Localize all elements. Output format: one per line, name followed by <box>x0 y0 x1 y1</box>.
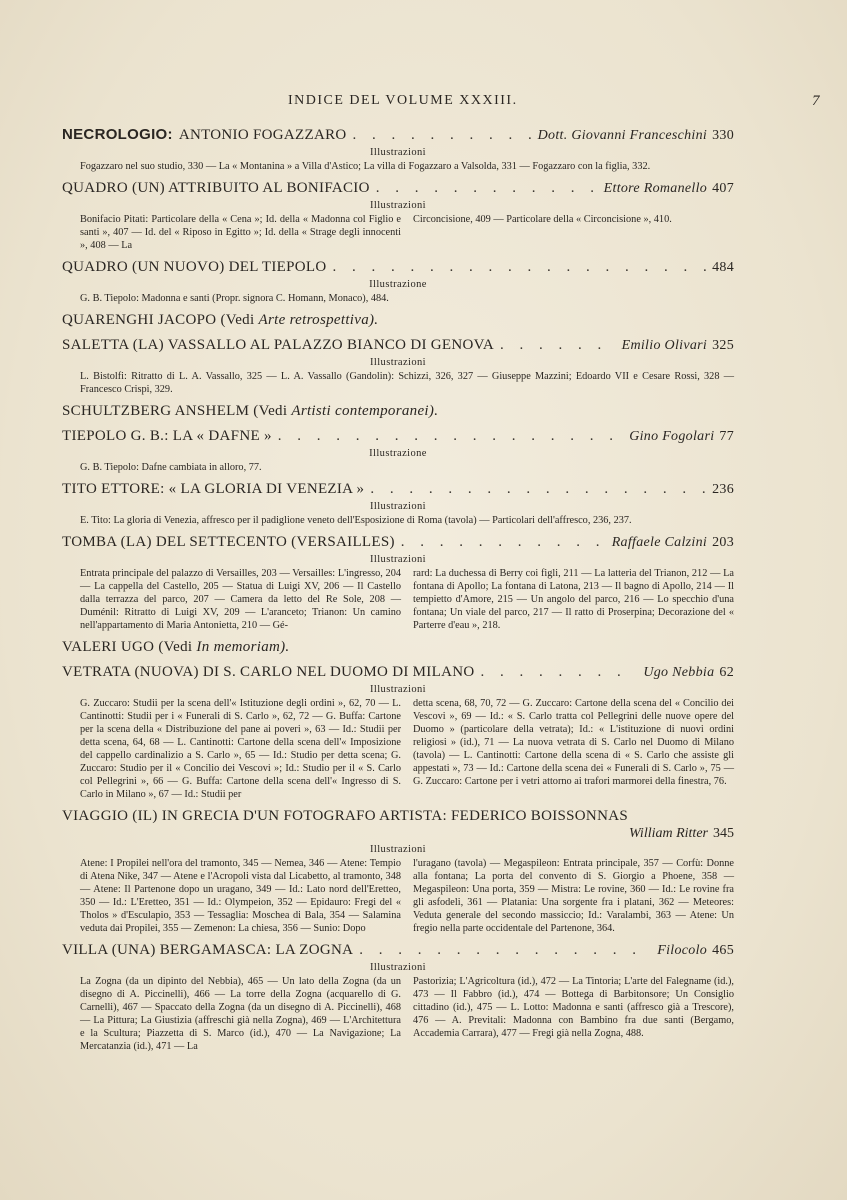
running-head: INDICE DEL VOLUME XXXIII. <box>288 93 518 108</box>
entry-page: 330 <box>712 128 734 143</box>
entry-title: SCHULTZBERG ANSHELM (Vedi <box>62 403 288 419</box>
illustrations-columns <box>80 857 734 935</box>
index-entry <box>62 336 734 396</box>
illustrations-columns <box>80 567 734 632</box>
entry-title: TOMBA (LA) DEL SETTECENTO (VERSAILLES) <box>62 534 395 550</box>
entry-author: Ettore Romanello <box>603 181 708 196</box>
illustrations-column-left: Entrata principale del palazzo di Versailles, 203 — Versailles: L'ingresso, 204 — La cappella del Castello, 205 — Statua di Luigi XV, 206 — Il Castello dalla terrazza del parco, 207 — Camera da letto del Re Sole, 208 — Duménil: Ritratto di Luigi XV, 209 — L'aranceto; Trianon: Un camino nell'appartamento di Maria Antonietta, 210 — Gé- <box>80 568 401 631</box>
illustrations-label: Illustrazioni <box>370 554 426 565</box>
index-entry <box>62 533 734 632</box>
index-content <box>62 125 734 1059</box>
leader-dots <box>480 663 637 682</box>
illustrations-columns <box>80 975 734 1053</box>
entry-heading <box>62 125 734 145</box>
entry-title: TIEPOLO G. B.: LA « DAFNE » <box>62 428 272 444</box>
entry-subtitle: ANTONIO FOGAZZARO <box>178 127 347 143</box>
leader-dots <box>353 126 532 145</box>
illustrations-text: Fogazzaro nel suo studio, 330 — La « Montanina » a Villa d'Astico; La villa di Fogazzaro a Valsolda, 331 — Fogazzaro con la figlia, 332. <box>80 161 651 172</box>
entry-heading <box>62 402 734 421</box>
entry-page: 236 <box>712 482 734 497</box>
index-entry <box>62 402 734 421</box>
entry-author: William Ritter <box>629 826 708 841</box>
leader-dots <box>500 336 616 355</box>
entry-page: 325 <box>712 338 734 353</box>
index-entry <box>62 311 734 330</box>
leader-dots <box>401 533 606 552</box>
index-entry <box>62 663 734 801</box>
index-entry <box>62 807 734 935</box>
entry-heading <box>62 179 734 198</box>
illustrations-label: Illustrazione <box>369 279 427 290</box>
leader-dots <box>333 258 707 277</box>
illustrations-column-right: l'uragano (tavola) — Megaspileon: Entrata principale, 357 — Corfù: Donne alla fontana; La porta del convento di S. Giorgio a Phoene, 358 — Megaspileon: Una porta, 359 — Mistra: Le rovine, 360 — Id.: Le rovine fra gli asfodeli, 361 — Platania: Una sorgente fra i platani, 362 — Meteores: Veduta generale del secondo massiccio; Id.: Varalambi, 363 — Atene: Un fregio nella parte occidentale del Partenone, 364. <box>413 858 734 934</box>
entry-page: 465 <box>712 943 734 958</box>
index-entry <box>62 427 734 474</box>
entry-heading <box>62 807 734 826</box>
illustrations-text: E. Tito: La gloria di Venezia, affresco per il padiglione veneto dell'Esposizione di Roma (tavola) — Particolari dell'affresco, 236, 237. <box>80 515 632 526</box>
entry-title: QUADRO (UN) ATTRIBUITO AL BONIFACIO <box>62 180 370 196</box>
illustrations-column-right: Circoncisione, 409 — Particolare della « Circoncisione », 410. <box>413 214 672 225</box>
entry-title: VIAGGIO (IL) IN GRECIA D'UN FOTOGRAFO ARTISTA: FEDERICO BOISSONNAS <box>62 808 628 824</box>
illustrations-text: L. Bistolfi: Ritratto di L. A. Vassallo, 325 — L. A. Vassallo (Gandolin): Schizzi, 326, 327 — Giuseppe Mazzini; Edoardo VII e Cesare Rossi, 328 — Francesco Crispi, 329. <box>80 371 734 395</box>
entry-page: 484 <box>712 260 734 275</box>
entry-title: NECROLOGIO: <box>62 126 173 143</box>
entry-heading <box>62 480 734 499</box>
cross-reference: In memoriam). <box>196 639 290 655</box>
index-entry <box>62 480 734 527</box>
illustrations-label: Illustrazioni <box>370 501 426 512</box>
illustrations-text: G. B. Tiepolo: Dafne cambiata in alloro, 77. <box>80 462 262 473</box>
index-entry <box>62 258 734 305</box>
index-entry <box>62 941 734 1053</box>
entry-heading <box>62 533 734 552</box>
entry-heading <box>62 638 734 657</box>
entry-author: Gino Fogolari <box>629 429 715 444</box>
illustrations-column-right: Pastorizia; L'Agricoltura (id.), 472 — La Tintoria; L'arte del Falegname (id.), 473 — Il Fabbro (id.), 474 — Bottega di Barbitonsore; Un Consiglio cittadino (id.), 475 — L. Lotto: Madonna e santi (affresco già a Trescore), 476 — A. Previtali: Madonna con Bambino fra due santi (Bergamo, Accademia Carrara), 477 — Fregi già nella Zogna, 488. <box>413 976 734 1039</box>
illustrations-column-right: detta scena, 68, 70, 72 — G. Zuccaro: Cartone della scena del « Concilio dei Vescovi », 69 — Id.: « S. Carlo tratta col Pellegrini delle nuove opere del Duomo » (particolare della vetrata); Id.: « L'istituzione di nuovi ordini religiosi » (id.), 71 — La nuova vetrata di S. Carlo nel Duomo di Milano (tavola) — L. Cantinotti: Cartone della scena di « S. Carlo che assiste gli appestati », 73 — Id.: Cartone della scena dei « Funerali di S. Carlo », 75 — G. Zuccaro: Cartone per i vetri attorno ai trafori marmorei della finestra, 76. <box>413 698 734 787</box>
leader-dots <box>376 179 598 198</box>
entry-page: 62 <box>719 665 734 680</box>
illustrations-label: Illustrazioni <box>370 147 426 158</box>
illustrations-columns <box>80 213 734 252</box>
entry-title: VALERI UGO (Vedi <box>62 639 193 655</box>
illustrations-label: Illustrazione <box>369 448 427 459</box>
illustrations-column-right: rard: La duchessa di Berry coi figli, 211 — La latteria del Trianon, 212 — La fontana di Apollo; La fontana di Latona, 213 — Il bagno di Apollo, 214 — Il tempietto d'Amore, 215 — Un angolo del parco, 216 — Lo specchio d'una fontana; Un viale del parco, 217 — Il ratto di Proserpina; Decorazione del « Parterre d'eau », 218. <box>413 568 734 631</box>
entry-heading <box>62 258 734 277</box>
illustrations-columns <box>80 697 734 801</box>
leader-dots <box>359 941 651 960</box>
entry-author-line <box>62 826 734 842</box>
illustrations-label: Illustrazioni <box>370 844 426 855</box>
entry-author: Raffaele Calzini <box>611 535 708 550</box>
illustrations-column-left: Bonifacio Pitati: Particolare della « Cena »; Id. della « Madonna col Figlio e santi », 407 — Id. del « Riposo in Egitto »; Id. della « Strage degli innocenti », 408 — La <box>80 214 401 251</box>
illustrations-label: Illustrazioni <box>370 684 426 695</box>
leader-dots <box>278 427 623 446</box>
entry-title: SALETTA (LA) VASSALLO AL PALAZZO BIANCO DI GENOVA <box>62 337 494 353</box>
entry-heading <box>62 663 734 682</box>
entry-heading <box>62 311 734 330</box>
index-entry <box>62 125 734 173</box>
illustrations-column-left: G. Zuccaro: Studii per la scena dell'« Istituzione degli ordini », 62, 70 — L. Cantinotti: Studii per i « Funerali di S. Carlo », 62, 72 — G. Buffa: Cartone per la scena della « Distribuzione del pane ai poveri », 63 — Id.: Studii per detta scena, 64, 68 — L. Cantinotti: Cartone della scena dell'« Imposizione del cappello cardinalizio a S. Carlo », 65 — Id.: Studio per detta scena; G. Zuccaro: Studio per il « Concilio dei Vescovi »; Id.: Studio per il « S. Carlo col Pellegrini », 66 — G. Buffa: Cartone della scena dell'« Ingresso di S. Carlo in Milano », 67 — Id.: Studii per <box>80 698 401 800</box>
illustrations-label: Illustrazioni <box>370 962 426 973</box>
entry-title: VETRATA (NUOVA) DI S. CARLO NEL DUOMO DI MILANO <box>62 664 475 680</box>
entry-page: 203 <box>712 535 734 550</box>
entry-author: Emilio Olivari <box>621 338 708 353</box>
illustrations-column-left: La Zogna (da un dipinto del Nebbia), 465 — Un lato della Zogna (da un disegno di A. Piccinelli), 466 — La torre della Zogna (acquarello di G. Carnelli), 467 — Spaccato della Zogna (da un disegno di A. Piccinelli), 468 — La Pittura; La Giustizia (affreschi già nella Zogna), 469 — L'Architettura e la Scultura; Piazzetta di S. Marco (id.), 470 — La Navigazione; La Mercatanzia (id.), 471 — La <box>80 976 401 1052</box>
entry-author: Filocolo <box>657 943 708 958</box>
page-number: 7 <box>812 93 820 109</box>
index-entry <box>62 179 734 252</box>
entry-page: 407 <box>712 181 734 196</box>
illustrations-text: G. B. Tiepolo: Madonna e santi (Propr. signora C. Homann, Monaco), 484. <box>80 293 389 304</box>
entry-heading <box>62 427 734 446</box>
entry-title: TITO ETTORE: « LA GLORIA DI VENEZIA » <box>62 481 365 497</box>
entry-page: 345 <box>713 826 734 841</box>
entry-heading <box>62 336 734 355</box>
illustrations-column-left: Atene: I Propilei nell'ora del tramonto, 345 — Nemea, 346 — Atene: Tempio di Atena Nike, 347 — Atene e l'Acropoli vista dal Licabetto, al tramonto, 348 — Atene: Il Partenone dopo un uragano, 349 — Id.: Lato nord dell'Eretteo, 350 — Id.: L'Eretteo, 351 — Id.: Olympeion, 352 — Epidauro: Fregi del « Tholos » d'Esculapio, 353 — Tessaglia: Moschea di Bala, 354 — Salamina veduta dai Propilei, 355 — Zemenon: La chiesa, 356 — Sunio: Dopo <box>80 858 401 934</box>
cross-reference: Artisti contemporanei). <box>291 403 439 419</box>
entry-title: VILLA (UNA) BERGAMASCA: LA ZOGNA <box>62 942 354 958</box>
entry-author: Dott. Giovanni Franceschini <box>537 128 708 143</box>
illustrations-label: Illustrazioni <box>370 357 426 368</box>
index-entry <box>62 638 734 657</box>
cross-reference: Arte retrospettiva). <box>258 312 379 328</box>
entry-title: QUADRO (UN NUOVO) DEL TIEPOLO <box>62 259 327 275</box>
entry-author: Ugo Nebbia <box>643 665 715 680</box>
entry-title: QUARENGHI JACOPO (Vedi <box>62 312 255 328</box>
leader-dots <box>370 480 706 499</box>
entry-heading <box>62 941 734 960</box>
entry-page: 77 <box>719 429 734 444</box>
illustrations-label: Illustrazioni <box>370 200 426 211</box>
